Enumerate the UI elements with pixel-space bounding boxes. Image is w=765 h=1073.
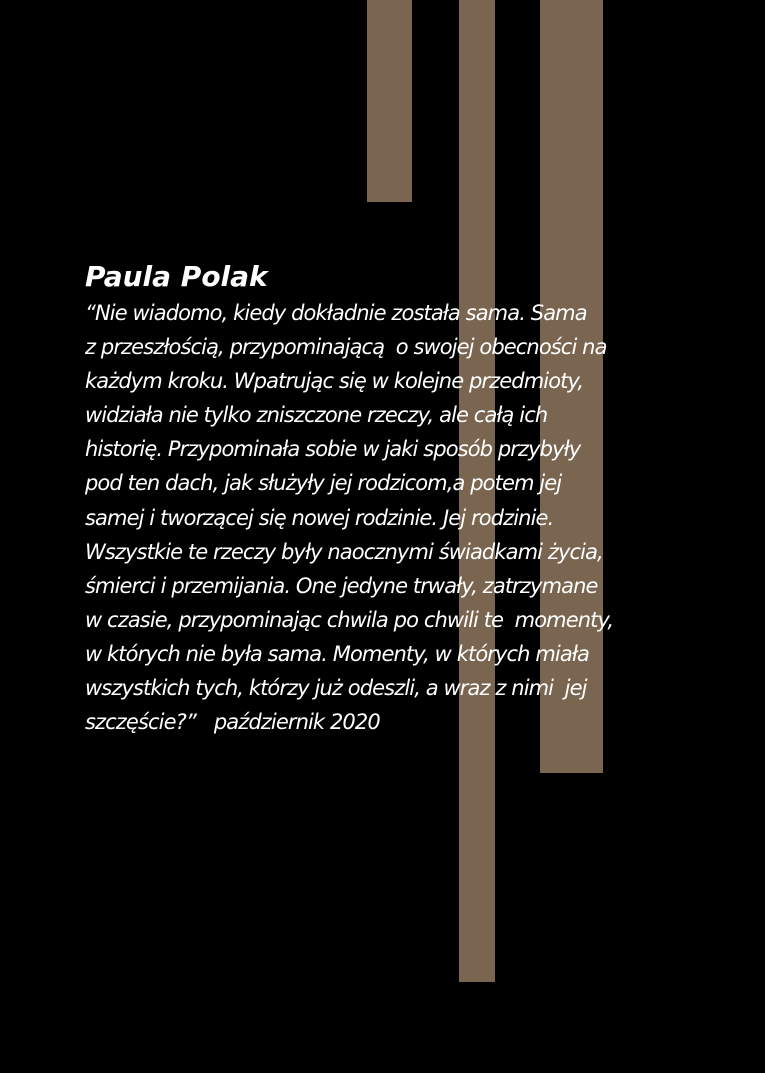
quote-line: szczęście?” <box>85 710 196 735</box>
quote-line: każdym kroku. Wpatrując się w kolejne przedmioty, <box>85 369 584 394</box>
quote-line: widziała nie tylko zniszczone rzeczy, ale całą ich <box>85 403 548 428</box>
quote-last-line <box>85 705 725 739</box>
quote-line: Wszystkie te rzeczy były naocznymi świadkami życia, <box>85 539 603 564</box>
quote-line: historię. Przypominała sobie w jaki sposób przybyły <box>85 437 581 462</box>
quote-line: w których nie była sama. Momenty, w których miała <box>85 641 589 666</box>
quote-line: śmierci i przemijania. One jedyne trwały, zatrzymane <box>85 573 598 598</box>
quote-line: samej i tworzącej się nowej rodzinie. Jej rodzinie. <box>85 505 554 530</box>
quote-line: “Nie wiadomo, kiedy dokładnie została sama. Sama <box>85 301 587 325</box>
quote-line: w czasie, przypominając chwila po chwili te momenty, <box>85 607 614 632</box>
date-label: październik 2020 <box>213 710 380 735</box>
quote-text <box>85 296 725 739</box>
author-name: Paula Polak <box>85 260 268 293</box>
quote-line: pod ten dach, jak służyły jej rodzicom,a potem jej <box>85 471 562 496</box>
quote-block <box>85 258 725 739</box>
decorative-bar-left <box>367 0 412 202</box>
quote-line: wszystkich tych, którzy już odeszli, a wraz z nimi jej <box>85 676 587 701</box>
quote-line: z przeszłością, przypominającą o swojej obecności na <box>85 335 607 360</box>
